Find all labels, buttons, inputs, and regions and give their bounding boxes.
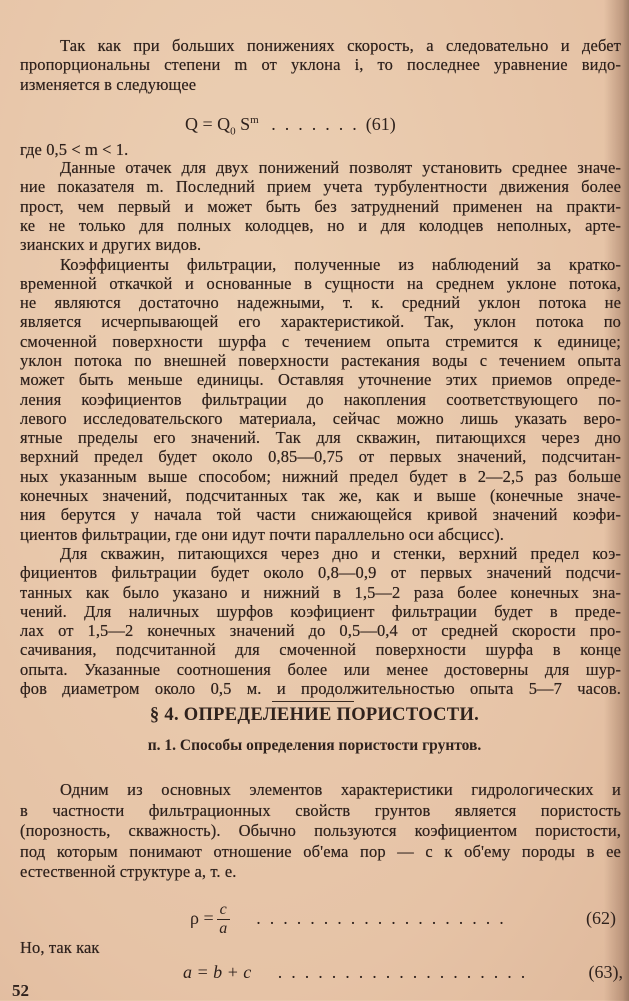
formula-62-lhs: ρ = bbox=[190, 908, 214, 928]
text-line: Так как при больших понижениях скорость, а следовательно и дебет bbox=[60, 36, 621, 55]
text-line: опыта. Указанные соотношения более или менее достоверны для шур- bbox=[20, 659, 621, 679]
text-line: Для скважин, питающихся через дно и стенки, верхний предел коэ- bbox=[60, 544, 621, 563]
text-line: ятные пределы его значений. Так для скважин, питающихся через дно bbox=[20, 428, 621, 448]
formula-62-denominator: a bbox=[219, 920, 228, 938]
text-line: не являются достаточно надежными, т. к. средний уклон потока не bbox=[20, 293, 621, 313]
text-line: естественной структуре a, т. е. bbox=[20, 862, 237, 881]
text-line: пропорциональны степени m от уклона i, то последнее уравнение видо- bbox=[20, 55, 621, 75]
text-line: может быть меньше единицы. Оставляя уточнение этих приемов опреде- bbox=[20, 370, 621, 390]
formula-63-expression: a = b + c bbox=[183, 962, 252, 982]
text-line: смоченной поверхности шурфа с течением опыта стремится к единице; bbox=[20, 331, 621, 351]
paragraph-filtration-coefficients bbox=[20, 255, 621, 544]
paragraph-average-exponent bbox=[20, 158, 621, 254]
text-line: верхний предел будет около 0,85—0,75 от первых значений, подсчитан- bbox=[20, 447, 621, 467]
formula-61-number: (61) bbox=[365, 114, 396, 134]
text-line: временной откачкой и основанные в сущности на среднем уклоне потока, bbox=[20, 273, 621, 293]
text-line: Данные отачек для двух понижений позволят установить среднее значе- bbox=[60, 158, 621, 177]
formula-62-number: (62) bbox=[586, 908, 616, 928]
formula-61-leader-dots: ....... bbox=[271, 114, 366, 134]
text-line: циентов фильтрации, где они идут почти параллельно оси абсцисс). bbox=[20, 524, 505, 544]
text-line: является исчерпывающей его характеристикой. Так, уклон потока по bbox=[20, 312, 621, 332]
text-line: лах от 1,5—2 конечных значений до 0,5—0,4 от средней скорости про- bbox=[20, 621, 621, 641]
paragraph-m-range bbox=[20, 140, 621, 159]
formula-62-leader-dots: ................... bbox=[256, 908, 513, 928]
text-line: уклон потока по внешней поверхности растекания воды с течением опыта bbox=[20, 350, 621, 370]
text-line: ния берутся у начала той части снижающейся кривой значений коэфи- bbox=[20, 505, 621, 525]
text-line: под которым понимают отношение об'ема пор — c к об'ему породы в ее bbox=[20, 841, 621, 861]
formula-63-number: (63), bbox=[588, 962, 623, 982]
formula-61-subscript: 0 bbox=[230, 125, 236, 138]
formula-62-numerator: c bbox=[217, 901, 230, 920]
formula-61-lhs: Q = Q bbox=[185, 114, 231, 134]
text-line: в частности фильтрационных свойств грунтов является пористость bbox=[20, 800, 621, 820]
text-line: Одним из основных элементов характеристики гидрологических и bbox=[60, 780, 621, 799]
paragraph-but-since bbox=[20, 938, 621, 957]
formula-61-exponent: m bbox=[250, 114, 259, 126]
text-line: чений. Для наличных шурфов коэфициент фильтрации будет в преде- bbox=[20, 601, 621, 621]
text-line: ние показателя m. Последний прием учета турбулентности движения более bbox=[20, 177, 621, 197]
text-line: фициентов фильтрации будет около 0,8—0,9 от первых значений подсчи- bbox=[20, 563, 621, 583]
text-line: ления коэфициентов фильтрации до накопления соответствующего по- bbox=[20, 389, 621, 409]
formula-61 bbox=[185, 107, 445, 138]
text-line: танных как было указано и нижний в 1,5—2 раза более конечных зна- bbox=[20, 582, 621, 602]
text-line: зианских и других видов. bbox=[20, 235, 202, 255]
formula-62 bbox=[190, 898, 620, 938]
page-number: 52 bbox=[12, 981, 29, 1000]
paragraph-porosity-definition bbox=[20, 780, 621, 883]
text-line: где 0,5 < m < 1. bbox=[20, 140, 129, 159]
subsection-heading: п. 1. Способы определения пористости грунтов. bbox=[147, 737, 482, 754]
formula-61-s: S bbox=[235, 114, 251, 134]
text-line: левого исследовательского материала, сейчас можно лишь указать веро- bbox=[20, 408, 621, 428]
text-line: изменяется в следующее bbox=[20, 74, 197, 94]
text-line: Но, так как bbox=[20, 938, 100, 957]
text-line: ке не только для полных колодцев, но и для колодцев неполных, арте- bbox=[20, 215, 621, 235]
formula-62-fraction bbox=[217, 901, 230, 938]
text-line: фов диаметром около 0,5 м. и продолжительностью опыта 5—7 часов. bbox=[20, 679, 621, 699]
text-line: конечных значений, подсчитанных так же, как и выше (конечные значе- bbox=[20, 486, 621, 506]
paragraph-discharge-equation bbox=[20, 36, 621, 94]
text-line: сачивания, подсчитанной для смоченной поверхности шурфа в конце bbox=[20, 640, 621, 660]
text-line: ных указанным выше способом; нижний предел будет в 2—2,5 раз больше bbox=[20, 466, 621, 486]
formula-63 bbox=[183, 959, 623, 985]
paragraph-wells-and-pits bbox=[20, 544, 621, 698]
text-line: (порозность, скважность). Обычно пользуются коэфициентом пористости, bbox=[20, 821, 621, 840]
text-line: Коэффициенты фильтрации, полученные из наблюдений за кратко- bbox=[60, 254, 621, 274]
section-divider bbox=[272, 701, 354, 702]
formula-63-leader-dots: ................... bbox=[277, 962, 535, 982]
section-heading: § 4. ОПРЕДЕЛЕНИЕ ПОРИСТОСТИ. bbox=[149, 705, 480, 725]
text-line: прост, чем первый и может быть без затруднений применен на практи- bbox=[20, 196, 621, 216]
